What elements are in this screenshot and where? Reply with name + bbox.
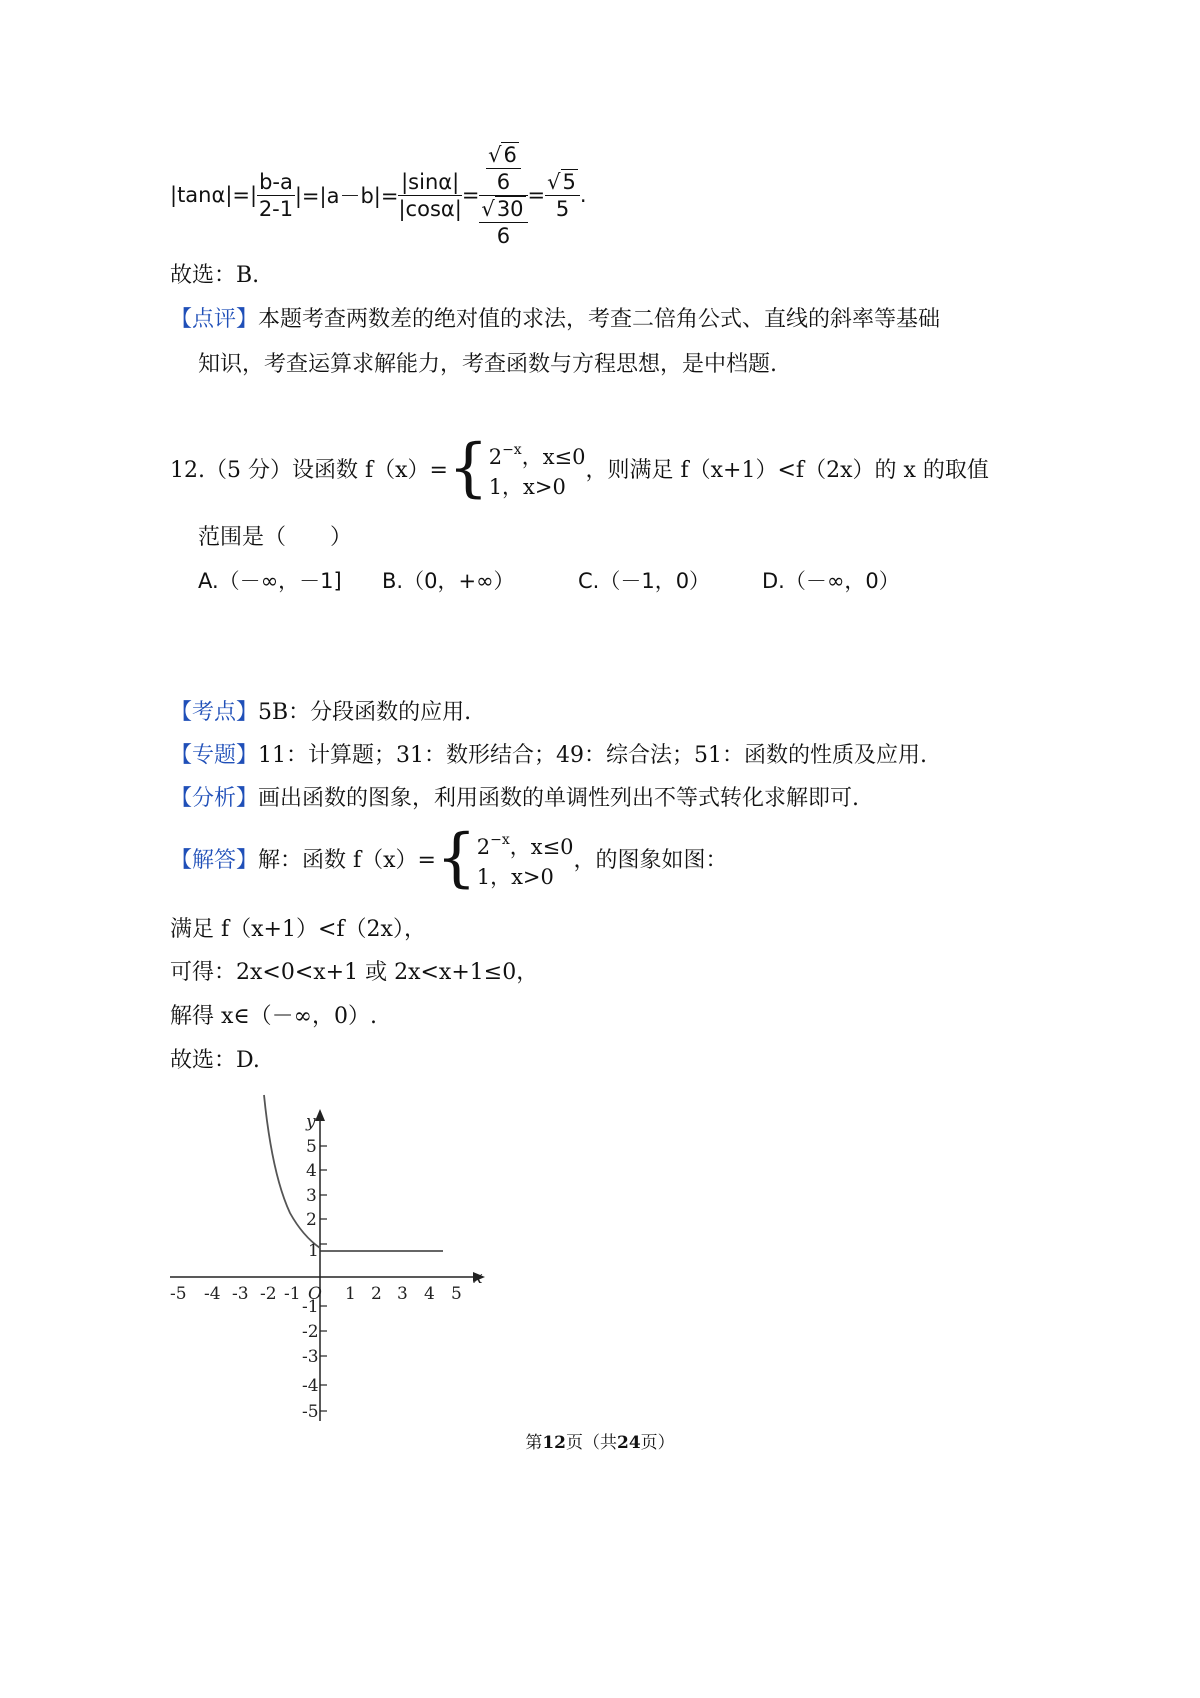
option-b: B.（0，+∞）: [382, 569, 515, 593]
q12-stem-pre: 12.（5 分）设函数 f（x）=: [170, 457, 448, 483]
q12-stem-line1: [170, 430, 989, 506]
sqrt6-radicand: 6: [503, 142, 517, 167]
formula-end: .: [579, 183, 587, 207]
x-tick-label: 2: [371, 1284, 382, 1304]
case-1: [489, 435, 586, 472]
piecewise-brace: {: [447, 431, 489, 505]
y-tick-label: 2: [306, 1210, 317, 1230]
jieda-case1-condition: ，x≤0: [509, 834, 574, 859]
formula-eq: =: [461, 183, 480, 207]
jieda-case-2: 1，x>0: [476, 864, 554, 889]
footer-page-number: 12: [542, 1433, 566, 1453]
piecewise-cases: [489, 435, 586, 502]
fraction-sin-cos: [398, 169, 461, 222]
x-tick-label: 5: [451, 1284, 462, 1304]
jieda-line: [170, 820, 728, 896]
fraction-sqrt30-over-6: [479, 196, 527, 249]
y-axis-arrow: [315, 1109, 325, 1121]
fraction-b-a-numerator: b-a: [259, 169, 293, 194]
solution-line-3: 解得 x∈（－∞，0）.: [170, 1004, 378, 1029]
kaodian-text: 5B：分段函数的应用.: [258, 700, 472, 725]
y-tick-label: -1: [302, 1297, 319, 1317]
y-tick-label: 3: [306, 1186, 317, 1206]
sqrt6-denominator: 6: [496, 169, 511, 194]
y-tick-label: -4: [302, 1376, 319, 1396]
sqrt30: √30: [479, 196, 527, 223]
jieda-pre: 解：函数 f（x）=: [258, 847, 436, 873]
footer-total-pages: 24: [617, 1433, 641, 1453]
fraction-result: [545, 169, 580, 222]
sqrt5-denominator: 5: [555, 196, 570, 221]
jieda-case-1: [477, 825, 574, 862]
footer-suffix: 页）: [640, 1433, 675, 1453]
q12-stem-line2: 范围是（ ）: [198, 525, 353, 550]
zhuanti-tag: 【专题】: [170, 743, 259, 768]
sqrt30-radicand: 30: [496, 196, 524, 221]
fraction-big-numerator: [479, 142, 527, 196]
fenxi-text: 画出函数的图象，利用函数的单调性列出不等式转化求解即可.: [258, 786, 860, 811]
fraction-cos: |cosα|: [398, 196, 462, 221]
footer-middle: 页（共: [566, 1433, 617, 1453]
case1-exponent: −x: [502, 441, 522, 458]
fraction-big-denominator: [479, 196, 527, 249]
jieda-post: ，的图象如图：: [573, 847, 728, 873]
x-tick-label: 4: [424, 1284, 435, 1304]
jieda-brace: {: [436, 821, 477, 895]
jieda-case1-base: 2: [476, 834, 491, 859]
jieda-case1-exponent: −x: [490, 831, 510, 848]
kaodian-tag: 【考点】: [170, 700, 259, 725]
case1-base: 2: [488, 444, 503, 469]
formula-part1: |tanα|=|: [170, 183, 258, 207]
x-axis-label: x: [473, 1268, 483, 1288]
fenxi-line: [170, 781, 859, 812]
option-c: C.（－1，0）: [578, 569, 711, 593]
sqrt6: √6: [486, 142, 521, 169]
fraction-sin: |sinα|: [398, 169, 461, 196]
q11-answer: 故选：B.: [170, 263, 260, 288]
case1-condition: ，x≤0: [521, 444, 586, 469]
x-tick-label: -3: [232, 1284, 249, 1304]
fraction-b-a-denominator: 2-1: [258, 196, 294, 221]
fraction-big: [479, 142, 527, 249]
origin-label: O: [308, 1284, 322, 1304]
x-tick-label: -4: [204, 1284, 221, 1304]
jieda-tag: 【解答】: [170, 847, 259, 873]
x-tick-label: 1: [345, 1284, 356, 1304]
y-tick-label: 1: [308, 1241, 319, 1261]
sqrt5-radicand: 5: [562, 169, 576, 194]
x-tick-label: -5: [170, 1284, 187, 1304]
x-tick-label: 3: [397, 1284, 408, 1304]
solution-line-4: 故选：D.: [170, 1048, 260, 1073]
kaodian-line: [170, 695, 471, 726]
case-2: 1，x>0: [488, 474, 566, 499]
comment-tag: 【点评】: [170, 307, 259, 332]
zhuanti-line: [170, 738, 927, 769]
y-tick-label: 5: [306, 1137, 317, 1157]
footer-prefix: 第: [525, 1433, 543, 1453]
formula-tan-alpha: [170, 140, 587, 250]
option-d: D.（－∞，0）: [762, 569, 900, 593]
zhuanti-text: 11：计算题；31：数形结合；49：综合法；51：函数的性质及应用.: [258, 743, 927, 768]
solution-line-1: 满足 f（x+1）<f（2x），: [170, 917, 426, 942]
comment-text-1: 本题考查两数差的绝对值的求法，考查二倍角公式、直线的斜率等基础: [258, 307, 941, 332]
page-footer: [0, 1428, 1200, 1453]
fenxi-tag: 【分析】: [170, 786, 259, 811]
y-tick-label: -5: [302, 1402, 319, 1422]
option-a: A.（－∞，－1]: [198, 569, 342, 593]
y-tick-label: 4: [306, 1161, 317, 1181]
function-graph: [165, 1085, 505, 1430]
fraction-b-a: [257, 169, 295, 222]
sqrt30-denominator: 6: [496, 223, 511, 248]
jieda-cases: [477, 825, 574, 892]
x-tick-label: -2: [260, 1284, 277, 1304]
q11-comment-line2: 知识，考查运算求解能力，考查函数与方程思想，是中档题.: [198, 352, 777, 377]
y-axis-label: y: [306, 1112, 316, 1132]
solution-line-2: 可得：2x<0<x+1 或 2x<x+1≤0，: [170, 960, 539, 985]
sqrt5: √5: [545, 169, 580, 196]
formula-part2: |=|a－b|=: [294, 184, 399, 208]
x-tick-label: -1: [284, 1284, 301, 1304]
y-tick-label: -3: [302, 1347, 319, 1367]
formula-eq2: =: [527, 183, 546, 207]
q12-stem-post: ，则满足 f（x+1）<f（2x）的 x 的取值: [585, 457, 989, 483]
fraction-sqrt6-over-6: [486, 142, 521, 195]
y-tick-label: -2: [302, 1322, 319, 1342]
q11-comment-line1: [170, 302, 940, 333]
